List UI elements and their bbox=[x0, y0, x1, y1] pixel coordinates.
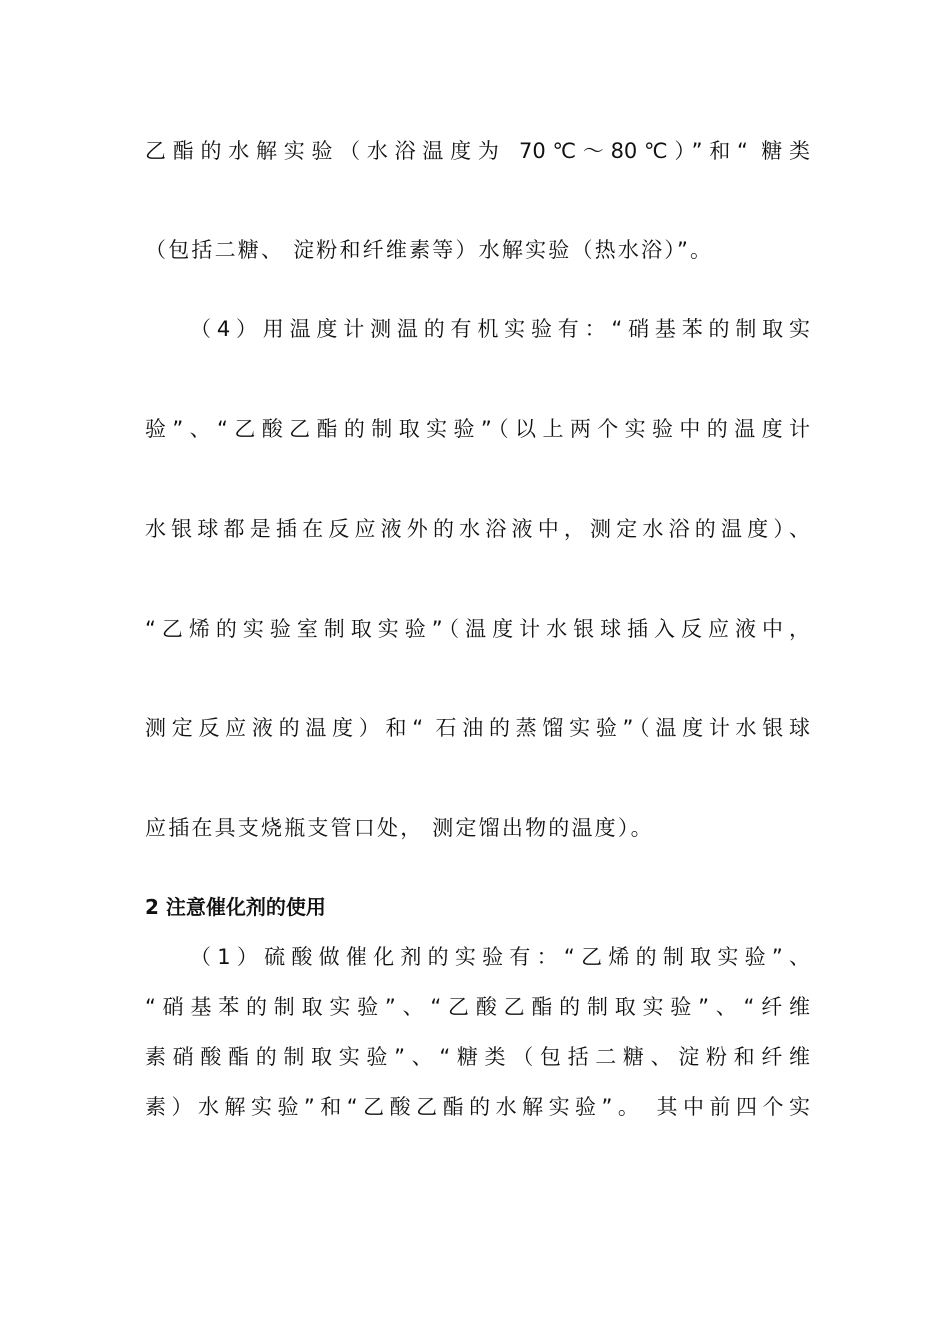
text-line: 测定反应液的温度）和“ 石油的蒸馏实验”（温度计水银球 bbox=[145, 716, 810, 740]
text-line: 验”、“乙酸乙酯的制取实验”（以上两个实验中的温度计 bbox=[145, 417, 810, 441]
text-line: 乙酯的水解实验（水浴温度为 70℃～80℃）”和“ 糖类 bbox=[145, 139, 810, 163]
text-line: 应插在具支烧瓶支管口处， 测定馏出物的温度）。 bbox=[145, 816, 654, 840]
text-line: “硝基苯的制取实验”、“乙酸乙酯的制取实验”、“纤维 bbox=[145, 995, 810, 1019]
text-line: 素硝酸酯的制取实验”、“糖类（包括二糖、淀粉和纤维 bbox=[145, 1045, 810, 1069]
text-line: 素）水解实验”和“乙酸乙酯的水解实验”。 其中前四个实 bbox=[145, 1095, 810, 1119]
text-line: （4）用温度计测温的有机实验有：“硝基苯的制取实 bbox=[190, 317, 810, 341]
text-line: 水银球都是插在反应液外的水浴液中，测定水浴的温度）、 bbox=[145, 517, 810, 541]
text-line: （包括二糖、 淀粉和纤维素等）水解实验（热水浴）”。 bbox=[145, 238, 714, 262]
section-heading: 2 注意催化剂的使用 bbox=[145, 895, 326, 919]
text-line: （1）硫酸做催化剂的实验有：“乙烯的制取实验”、 bbox=[190, 945, 810, 969]
text-line: “乙烯的实验室制取实验”（温度计水银球插入反应液中， bbox=[145, 617, 810, 641]
